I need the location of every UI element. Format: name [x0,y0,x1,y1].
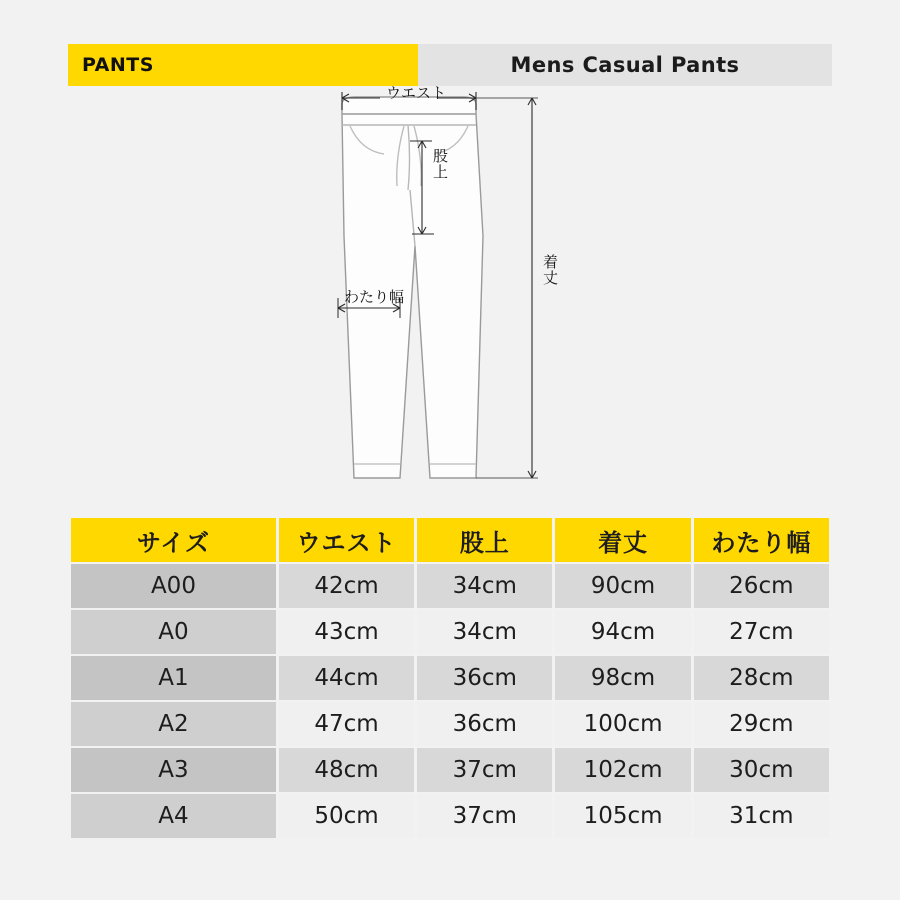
cell-waist: 43cm [279,610,414,654]
cell-thigh: 26cm [694,564,829,608]
pants-measurement-diagram [300,86,620,496]
category-badge-label: PANTS [82,54,154,76]
table-row [71,656,829,700]
table-row [71,564,829,608]
cell-waist: 44cm [279,656,414,700]
page-header [68,44,832,86]
column-header-waist: ウエスト [279,518,414,562]
cell-length: 94cm [555,610,690,654]
column-header-thigh: わたり幅 [694,518,829,562]
cell-size: A00 [71,564,276,608]
label-thigh: わたり幅 [344,288,405,306]
table-row [71,794,829,838]
cell-size: A2 [71,702,276,746]
cell-waist: 48cm [279,748,414,792]
cell-length: 105cm [555,794,690,838]
page-title: Mens Casual Pants [510,53,740,77]
cell-size: A3 [71,748,276,792]
cell-waist: 42cm [279,564,414,608]
table-row [71,702,829,746]
column-header-size: サイズ [71,518,276,562]
size-table [68,516,832,840]
cell-rise: 37cm [417,748,552,792]
cell-rise: 34cm [417,564,552,608]
column-header-length: 着丈 [555,518,690,562]
cell-thigh: 31cm [694,794,829,838]
cell-thigh: 30cm [694,748,829,792]
cell-rise: 36cm [417,702,552,746]
cell-size: A4 [71,794,276,838]
cell-size: A0 [71,610,276,654]
cell-length: 102cm [555,748,690,792]
cell-rise: 36cm [417,656,552,700]
cell-size: A1 [71,656,276,700]
product-title-bar [418,44,832,86]
cell-waist: 50cm [279,794,414,838]
cell-length: 90cm [555,564,690,608]
label-rise: 股上 [431,148,449,180]
table-header-row [71,518,829,562]
cell-length: 100cm [555,702,690,746]
cell-thigh: 29cm [694,702,829,746]
table-row [71,748,829,792]
cell-rise: 37cm [417,794,552,838]
cell-rise: 34cm [417,610,552,654]
column-header-rise: 股上 [417,518,552,562]
cell-length: 98cm [555,656,690,700]
label-length: 着丈 [541,254,559,286]
cell-thigh: 28cm [694,656,829,700]
table-row [71,610,829,654]
label-waist: ウエスト [386,84,447,102]
cell-thigh: 27cm [694,610,829,654]
category-badge [68,44,418,86]
cell-waist: 47cm [279,702,414,746]
